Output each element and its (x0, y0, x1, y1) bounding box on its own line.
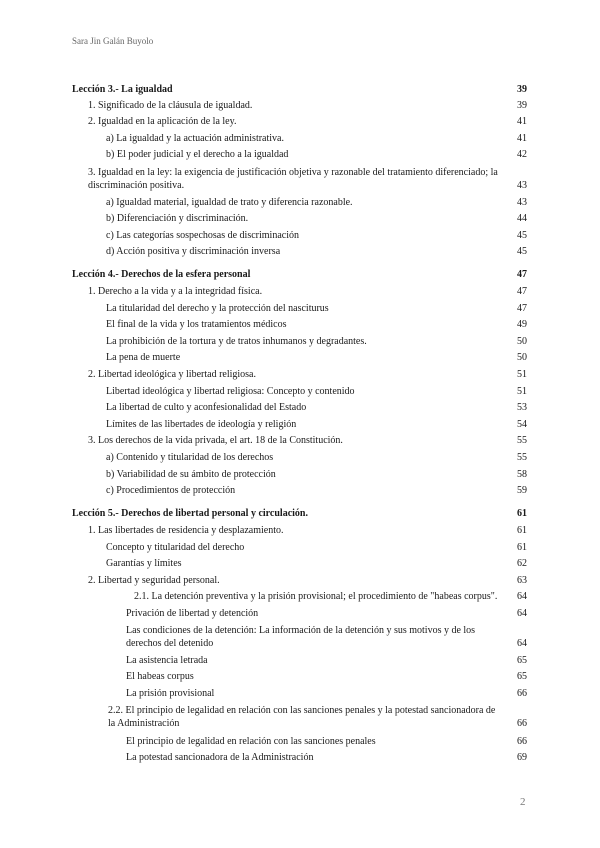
toc-entry-title: Lección 3.- La igualdad (72, 84, 173, 95)
toc-entry-title: Libertad ideológica y libertad religiosa: Concepto y contenido (106, 386, 355, 397)
toc-entry-title: 2.1. La detención preventiva y la prisión provisional; el procedimiento de "habeas corpus". (134, 591, 498, 602)
toc-entry-title: 2. Libertad y seguridad personal. (88, 575, 220, 586)
toc-entry-page: 47 (517, 269, 527, 280)
toc-entry-title: La prohibición de la tortura y de tratos inhumanos y degradantes. (106, 336, 367, 347)
toc-entry-title: 2. Libertad ideológica y libertad religiosa. (88, 369, 256, 380)
toc-entry-title: La pena de muerte (106, 352, 181, 363)
toc-entry-title: a) Contenido y titularidad de los derechos (106, 452, 274, 463)
toc-entry-title: d) Acción positiva y discriminación inversa (106, 246, 281, 257)
toc-entry-page: 53 (517, 402, 527, 413)
toc-entry-title: Lección 5.- Derechos de libertad personal y circulación. (72, 508, 308, 519)
toc-entry-title: La prisión provisional (126, 688, 215, 699)
toc-entry-page: 43 (517, 197, 527, 208)
toc-entry-page: 64 (517, 608, 527, 619)
toc-entry-page: 51 (517, 369, 527, 380)
toc-entry-page: 45 (517, 246, 527, 257)
toc-entry-page: 66 (517, 688, 527, 699)
toc-entry-title: Lección 4.- Derechos de la esfera personal (72, 269, 251, 280)
toc-entry-page: 47 (517, 303, 527, 314)
toc-entry-page: 45 (517, 230, 527, 241)
toc-entry-page: 65 (517, 671, 527, 682)
toc-entry-title: La titularidad del derecho y la protección del nasciturus (106, 303, 329, 314)
toc-entry-page: 69 (517, 752, 527, 763)
toc-entry-page: 50 (517, 352, 527, 363)
toc-entry-page: 39 (517, 84, 527, 95)
toc-entry-page: 64 (517, 638, 527, 649)
toc-entry-page: 64 (517, 591, 527, 602)
toc-entry-title: El final de la vida y los tratamientos médicos (106, 319, 287, 330)
toc-entry-title: La libertad de culto y aconfesionalidad del Estado (106, 402, 307, 413)
toc-entry-page: 66 (517, 736, 527, 747)
toc-entry-title: 3. Los derechos de la vida privada, el art. 18 de la Constitución. (88, 435, 343, 446)
toc-entry-title: 1. Significado de la cláusula de igualdad. (88, 100, 253, 111)
toc-entry-title: c) Las categorías sospechosas de discriminación (106, 230, 299, 241)
toc-entry-title: El principio de legalidad en relación con las sanciones penales (126, 736, 376, 747)
toc-entry-page: 49 (517, 319, 527, 330)
toc-entry-page: 55 (517, 435, 527, 446)
toc-entry-page: 59 (517, 485, 527, 496)
toc-entry-page: 43 (517, 180, 527, 191)
toc-entry-page: 50 (517, 336, 527, 347)
toc-entry-title: b) El poder judicial y el derecho a la igualdad (106, 149, 289, 160)
toc-entry-page: 44 (517, 213, 527, 224)
toc-entry-title: a) Igualdad material, igualdad de trato y diferencia razonable. (106, 197, 353, 208)
toc-entry-page: 61 (517, 508, 527, 519)
toc-entry-page: 51 (517, 386, 527, 397)
toc-entry-page: 47 (517, 286, 527, 297)
toc-entry-title: La asistencia letrada (126, 655, 208, 666)
toc-entry-title: c) Procedimientos de protección (106, 485, 236, 496)
toc-entry-title: 2. Igualdad en la aplicación de la ley. (88, 116, 237, 127)
toc-entry-page: 41 (517, 133, 527, 144)
toc-entry-page: 61 (517, 525, 527, 536)
toc-entry-page: 41 (517, 116, 527, 127)
toc-entry-page: 42 (517, 149, 527, 160)
toc-entry-title: b) Variabilidad de su ámbito de protección (106, 469, 276, 480)
toc-entry-page: 55 (517, 452, 527, 463)
toc-entry-title: Límites de las libertades de ideología y religión (106, 419, 297, 430)
toc-entry-title: a) La igualdad y la actuación administrativa. (106, 133, 284, 144)
page-number: 2 (520, 796, 526, 808)
toc-entry-title: Las condiciones de la detención: La información de la detención y sus motivos y de los derechos del detenido (126, 625, 476, 649)
toc-entry-title: El habeas corpus (126, 671, 194, 682)
toc-entry-title: b) Diferenciación y discriminación. (106, 213, 249, 224)
toc-entry-title: 2.2. El principio de legalidad en relación con las sanciones penales y la potestad sancionadora de la Administración (108, 705, 496, 729)
toc-entry-title: 1. Derecho a la vida y a la integridad física. (88, 286, 263, 297)
toc-entry-title: 1. Las libertades de residencia y desplazamiento. (88, 525, 284, 536)
page-header-author: Sara Jin Galán Buyolo (72, 36, 154, 46)
toc-entry-page: 54 (517, 419, 527, 430)
toc-entry-title: La potestad sancionadora de la Administración (126, 752, 314, 763)
toc-entry-page: 66 (517, 718, 527, 729)
toc-entry-title: 3. Igualdad en la ley: la exigencia de justificación objetiva y razonable del tratamiento diferenciado; la discriminación positiva. (88, 167, 498, 191)
toc-entry-title: Garantías y límites (106, 558, 182, 569)
toc-entry-page: 63 (517, 575, 527, 586)
toc-entry-page: 62 (517, 558, 527, 569)
toc-entry-title: Concepto y titularidad del derecho (106, 542, 245, 553)
toc-entry-page: 65 (517, 655, 527, 666)
toc-entry-page: 58 (517, 469, 527, 480)
toc-entry-page: 61 (517, 542, 527, 553)
toc-entry-title: Privación de libertad y detención (126, 608, 259, 619)
toc-entry-page: 39 (517, 100, 527, 111)
